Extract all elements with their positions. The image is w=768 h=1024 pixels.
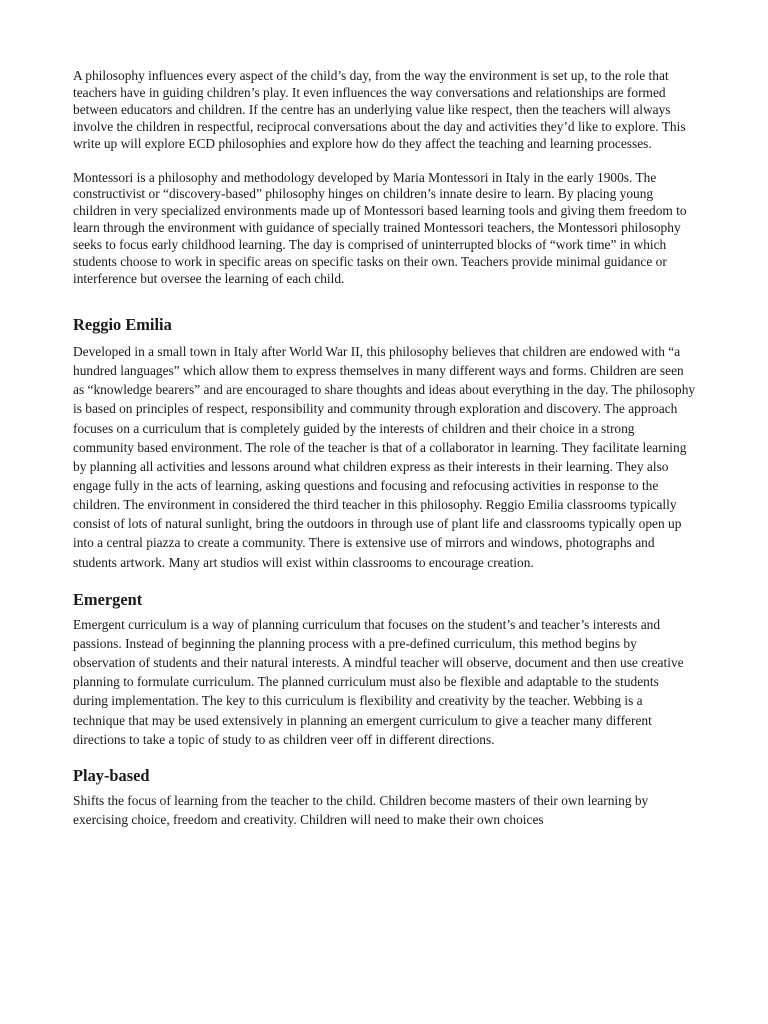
play-based-paragraph: Shifts the focus of learning from the teacher to the child. Children become masters of their own learning by exercising choice, freedom and creativity. Children will need to make their own choices <box>73 792 649 827</box>
section-heading-emergent: Emergent <box>73 589 143 609</box>
intro-paragraph: A philosophy influences every aspect of the child’s day, from the way the environment is set up, to the role that teachers have in guiding children’s play. It even influences the way conversations and relationships are formed between educators and children. If the centre has an underlying value like respect, then the teachers will always involve the children in respectful, reciprocal conversations about the day and activities they’d like to explore. This write up will explore ECD philosophies and explore how do they affect the teaching and learning processes. <box>73 68 686 151</box>
section-heading-play-based: Play-based <box>73 765 150 785</box>
document-page <box>73 68 697 829</box>
emergent-paragraph: Emergent curriculum is a way of planning curriculum that focuses on the student’s and teacher’s interests and passions. Instead of beginning the planning process with a pre-defined curriculum, this method begins by observation of students and their natural interests. A mindful teacher will observe, document and then use creative planning to formulate curriculum. The planned curriculum must also be flexible and adaptable to the students during implementation. The key to this curriculum is flexibility and creativity by the teacher. Webbing is a technique that may be used extensively in planning an emergent curriculum to give a teacher many different directions to take a topic of study to as children veer off in different directions. <box>73 616 684 747</box>
reggio-emilia-paragraph: Developed in a small town in Italy after World War II, this philosophy believes that children are endowed with “a hundred languages” which allow them to express themselves in many different ways and forms. Children are seen as “knowledge bearers” and are encouraged to share thoughts and ideas about everything in the day. The philosophy is based on principles of respect, responsibility and community through exploration and discovery. The approach focuses on a curriculum that is completely guided by the interests of children and their choice in a strong community based environment. The role of the teacher is that of a collaborator in learning. They facilitate learning by planning all activities and lessons around what children express as their interests in their learning. They also engage fully in the acts of learning, asking questions and focusing and refocusing activities in response to the children. The environment in considered the third teacher in this philosophy. Reggio Emilia classrooms typically consist of lots of natural sunlight, bring the outdoors in through use of plant life and classrooms typically open up into a central piazza to create a community. There is extensive use of mirrors and windows, photographs and students artwork. Many art studios will exist within classrooms to encourage creation. <box>73 343 696 570</box>
montessori-paragraph: Montessori is a philosophy and methodology developed by Maria Montessori in Italy in the early 1900s. The constructivist or “discovery-based” philosophy hinges on children’s innate desire to learn. By placing young children in very specialized environments made up of Montessori based learning tools and giving them freedom to learn through the environment with guidance of specially trained Montessori teachers, the Montessori philosophy seeks to focus early childhood learning. The day is comprised of uninterrupted blocks of “work time” in which students choose to work in specific areas on specific tasks on their own. Teachers provide minimal guidance or interference but oversee the learning of each child. <box>73 169 687 286</box>
section-heading-reggio-emilia: Reggio Emilia <box>73 314 172 334</box>
